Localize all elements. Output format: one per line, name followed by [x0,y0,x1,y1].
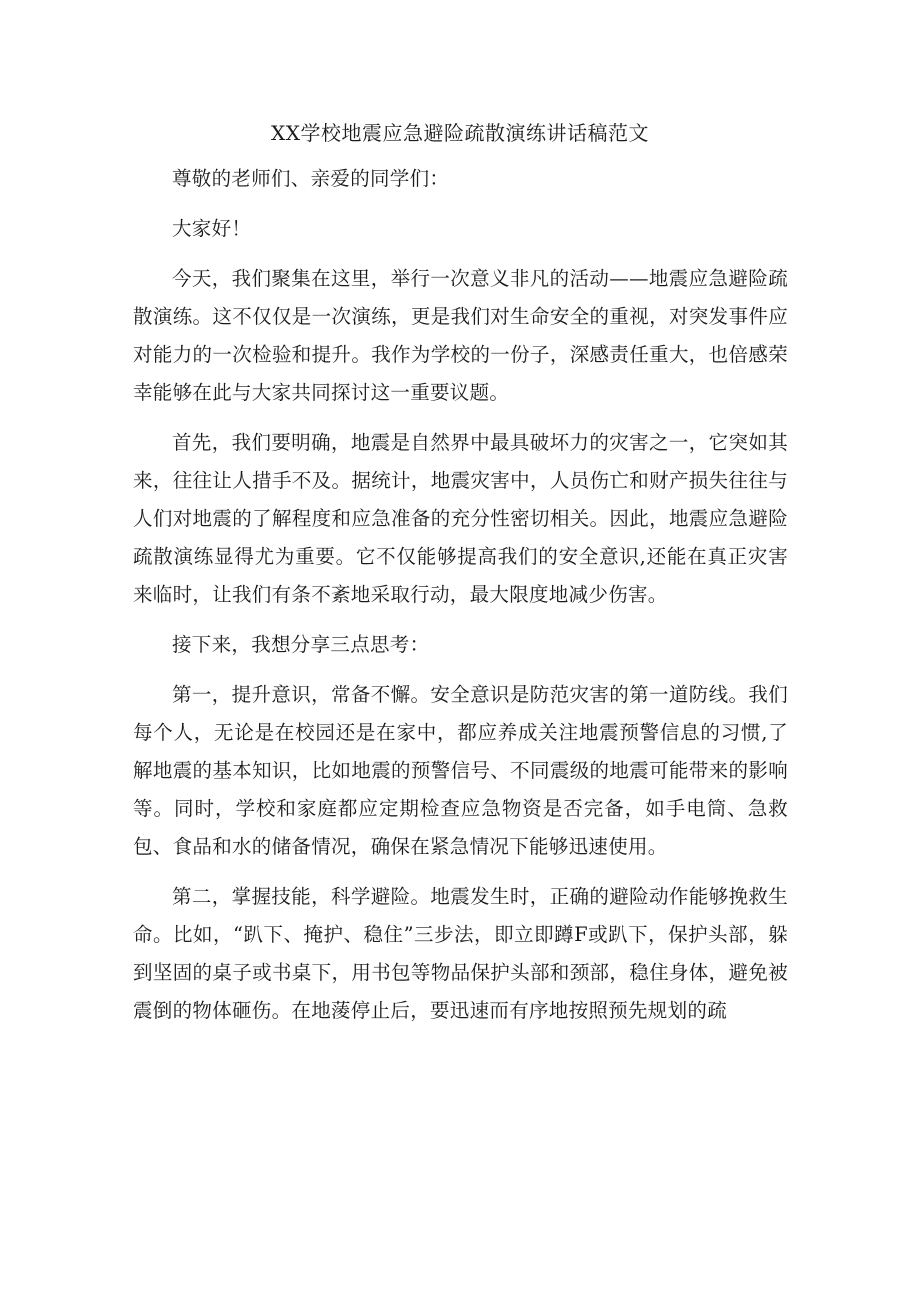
paragraph-introduction: 今天，我们聚集在这里，举行一次意义非凡的活动——地震应急避险疏散演练。这不仅仅是一次演练，更是我们对生命安全的重视，对突发事件应对能力的一次检验和提升。我作为学校的一份子，深感责任重大，也倍感荣幸能够在此与大家共同探讨这一重要议题。 [133,267,788,404]
paragraph-salutation: 尊敬的老师们、亲爱的同学们： [172,167,450,190]
document-title: XX学校地震应急避险疏散演练讲话稿范文 [271,121,649,145]
paragraph-transition: 接下来，我想分享三点思考： [172,633,430,656]
paragraph-greeting: 大家好！ [172,217,252,240]
paragraph-point-two: 第二，掌握技能，科学避险。地震发生时，正确的避险动作能够挽救生命。比如，“趴下、掩护、稳住”三步法，即立即蹲F或趴下，保护头部，躲到坚固的桌子或书桌下，用书包等物品保护头部和颈部，稳住身体，避免被震倒的物体砸伤。在地蔆停止后，要迅速而有序地按照预先规划的疏 [133,885,788,1022]
paragraph-importance: 首先，我们要明确，地震是自然界中最具破坏力的灾害之一，它突如其来，往往让人措手不及。据统计，地震灾害中，人员伤亡和财产损失往往与人们对地震的了解程度和应急准备的充分性密切相关。因此，地震应急避险疏散演练显得尤为重要。它不仅能够提高我们的安全意识,还能在真正灾害来临时，让我们有条不紊地采取行动，最大限度地减少伤害。 [133,431,788,606]
document-body [133,160,788,1042]
paragraph-point-one: 第一，提升意识，常备不懈。安全意识是防范灾害的第一道防线。我们每个人，无论是在校园还是在家中，都应养成关注地震预警信息的习惯,了解地震的基本知识，比如地震的预警信号、不同震级的地震可能带来的影响等。同时，学校和家庭都应定期检查应急物资是否完备，如手电筒、急救包、食品和水的储备情况，确保在紧急情况下能够迅速使用。 [133,683,788,858]
